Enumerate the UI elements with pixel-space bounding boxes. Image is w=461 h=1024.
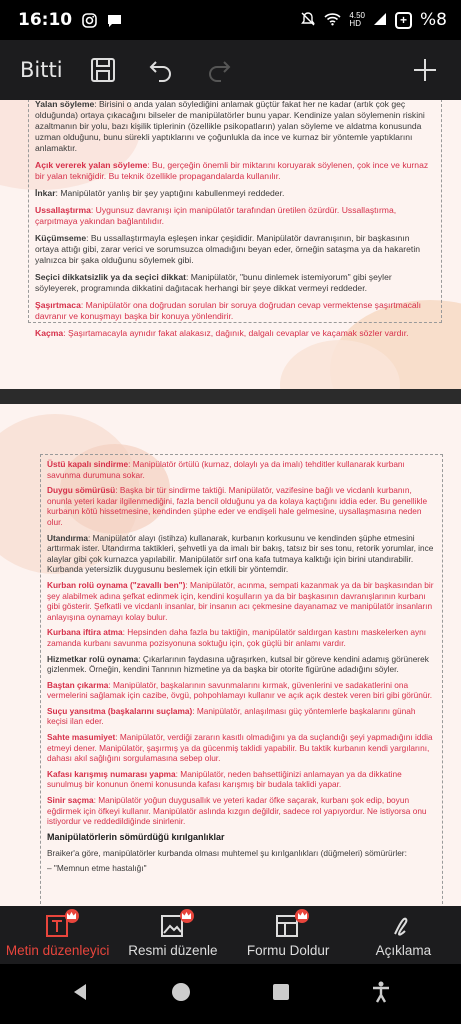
paragraph-text: : Manipülatör ona doğrudan sorulan bir soruya doğrudan cevap vermektense şaşırtmacalı davranır ve konuşmayı başka bir konuya yönlendirir. <box>35 300 421 321</box>
paragraph-title: Kafası karışmış numarası yapma <box>47 768 176 779</box>
text-block-page-2[interactable] <box>40 454 443 906</box>
paragraph[interactable] <box>35 205 435 227</box>
paragraph-title: Yalan söyleme <box>35 100 95 109</box>
paragraph[interactable] <box>47 627 436 648</box>
paragraph-text: : Uygunsuz davranışı için manipülatör tarafından üretilen özürdür. Ussallaştırma, çarpıtmaya yakından bağlantılıdır. <box>35 205 397 226</box>
network-speed-value: 4.50 <box>349 11 365 20</box>
paragraph-text: : Manipülatör yoğun duygusallık ve yeteri kadar öfke saçarak, kurbanı şok edip, boyun eğdirmek için öfkeyi kullanır. Manipülatör aslında kızgın değildir, sadece rol yapıyordur. Ne istiyorsa onu istiyordur ve reddedildiğinde sinirlenir. <box>47 795 427 827</box>
paragraph-title: Açık vererek yalan söyleme <box>35 160 148 170</box>
intro-text[interactable]: Braiker'a göre, manipülatörler kurbanda olması muhtemel şu kırılganlıkları (düğmeleri) sömürürler: <box>47 847 407 858</box>
recents-icon[interactable] <box>272 983 290 1006</box>
status-bar <box>0 0 461 40</box>
bottom-tab-bar <box>0 906 461 964</box>
pdf-page-2[interactable] <box>0 404 461 906</box>
paragraph[interactable] <box>47 706 436 727</box>
paragraph[interactable] <box>35 160 435 182</box>
tab-fill-form[interactable] <box>231 906 346 964</box>
paragraph[interactable] <box>35 188 435 199</box>
paragraph-title: Utandırma <box>47 532 89 543</box>
tab-text-editor[interactable] <box>0 906 115 964</box>
signal-icon <box>373 12 387 29</box>
paragraph-title: Üstü kapalı sindirme <box>47 459 129 469</box>
section-heading[interactable]: Manipülatörlerin sömürdüğü kırılganlıklar <box>47 831 225 842</box>
paragraph[interactable] <box>47 654 436 675</box>
paragraph-title: Kaçma <box>35 328 64 338</box>
network-type: HD <box>349 19 361 28</box>
paragraph-text: : Manipülatör, anlaşılması güç yöntemlerle başkalarını günah keçisi ilan eder. <box>47 705 416 727</box>
paragraph[interactable] <box>35 300 435 322</box>
paragraph[interactable] <box>47 580 436 622</box>
paragraph-text: : Manipülatör, "bunu dinlemek istemiyorum" gibi şeyler söyleyerek, programında dikkatini dağıtacak herhangi bir şeye dikkat vermeyi reddeder. <box>35 272 392 293</box>
paragraph-text: : Bu ussallaştırmayla eşleşen inkar çeşididir. Manipülatör davranışının, bir başkasının ortaya attığı gibi, zarar verici ve sorumsuzca olmadığını beyan eder, örneğin sataşma ya da hakaretin yalnızca bir şaka olduğunu söylemek gibi. <box>35 233 421 265</box>
paragraph-text: : Manipülatör, başkalarının savunmalarını kırmak, güvenlerini ve sadakatlerini ona vermelerini sağlamak için cazibe, övgü, pohpohlamayı kullanır ve açık açık destek veren biri gibi görünür. <box>47 679 433 701</box>
pdf-page-1[interactable] <box>0 100 461 389</box>
list-item[interactable]: – "Memnun etme hastalığı" <box>47 863 147 874</box>
text-edit-icon <box>43 913 73 939</box>
paragraph-text: : Birisini o anda yalan söylediğini anlamak güçtür fakat her ne kadar (artık çok geç olduğunda) ortaya çıkacağını bilseler de manipülatörler bunu yapar. Kendinize yalan söylemenin riskini azaltmanın bir yolu, bazı kişilik tiplerinin (özellikle psikopatların) yalan söyleme ve aldatma konusunda uzman olduğunu, bunu sürekli yaptıklarını ve çoğunlukla da ince ve kurnaz bir yöntemle yaptıklarını anlamaktır. <box>35 100 425 153</box>
tab-label: Formu Doldur <box>246 942 330 958</box>
premium-crown-icon <box>295 909 309 923</box>
paragraph[interactable] <box>35 100 435 154</box>
paragraph-title: Ussallaştırma <box>35 205 91 215</box>
premium-crown-icon <box>65 909 79 923</box>
message-icon <box>107 13 122 28</box>
paragraph-title: Şaşırtmaca <box>35 300 81 310</box>
paragraph[interactable] <box>47 533 436 575</box>
paragraph-text: : Manipülatör, neden bahsettiğinizi anlamayan ya da dikkatine sunulmuş bir konunun önemi konusunda kafası karışmış bir budala taklidi yapar. <box>47 768 402 790</box>
paragraph-text: : Hepsinden daha fazla bu taktiğin, manipülatör saldırgan kastını maskelerken aynı zamanda kurbanı savunma pozisyonuna soktuğu için, çok güçlü bir anlamı vardır. <box>47 627 427 648</box>
done-button[interactable]: Bitti <box>20 58 63 82</box>
paragraph-text: : Bu, gerçeğin önemli bir miktarını koruyarak söylenen, çok ince ve kurnaz bir yalan tekniğidir. Bu teknik özellikle propagandalarda kullanılır. <box>35 160 429 181</box>
paragraph[interactable] <box>47 732 436 764</box>
paragraph-title: Baştan çıkarma <box>47 679 109 690</box>
mute-icon <box>300 11 316 30</box>
paragraph[interactable] <box>47 795 436 827</box>
status-time: 16:10 <box>18 10 73 30</box>
paragraph-title: Kurban rolü oynama ("zavallı ben") <box>47 579 186 590</box>
wifi-icon <box>324 12 341 29</box>
paragraph-text: : Manipülatör, verdiği zararın kasıtlı olmadığını ya da suçlandığı şeyi yapmadığını iddia etmeyi dener. Manipülatör, şaşırmış ya da gücenmiş taklidi yapabilir. Bu taktik kurbanın kendi yargılarını, dahası akıl sağlığını sorgulamasına sebep olur. <box>47 732 433 764</box>
tab-label: Metin düzenleyici <box>5 942 110 958</box>
paragraph[interactable] <box>35 328 435 339</box>
paragraph[interactable] <box>47 459 436 480</box>
redo-icon[interactable] <box>199 50 239 90</box>
paragraph-title: Sinir saçma <box>47 795 94 806</box>
battery-icon: + <box>395 12 412 29</box>
paragraph-title: Suçu yansıtma (başkalarını suçlama) <box>47 705 193 716</box>
paragraph-title: Sahte masumiyet <box>47 732 116 743</box>
paragraph-text: : Manipülatör örtülü (kurnaz, dolaylı ya da imalı) tehditler kullanarak kurbanı savunma durumuna sokar. <box>47 459 405 480</box>
add-icon[interactable] <box>405 50 445 90</box>
paragraph[interactable] <box>35 233 435 266</box>
tab-label: Resmi düzenle <box>128 942 218 958</box>
paragraph[interactable] <box>35 272 435 294</box>
paragraph-text: : Başka bir tür sindirme taktiği. Manipülatör, vazifesine bağlı ve vicdanlı kurbanın, onunla yeteri kadar ilgilenmediğini, fazla bencil olduğunu ya da kolaya kaçtığını iddia eder. Bu genellikle kurbanın kötü hissetmesine, kendinden şüphe eder ve endişeli hale gelmesine, uysallaşmasına neden olur. <box>47 485 428 527</box>
paragraph-title: Hizmetkar rolü oynama <box>47 653 139 664</box>
paragraph-title: Duygu sömürüsü <box>47 485 116 496</box>
premium-crown-icon <box>180 909 194 923</box>
tab-label: Açıklama <box>375 942 432 958</box>
save-icon[interactable] <box>83 50 123 90</box>
paragraph-text: : Manipülatör, acınma, sempati kazanmak ya da bir başkasından bir şey alabilmek adına şefkat edinmek için, kendini koşulların ya da bir başkasının davranışlarının kurbanı gibi gösterir. Şefkatli ve vicdanlı insanlar, bir insanın acı çekmesine dayanamaz ve manipülatör insanların anlayışına oynamayı kolay bulur. <box>47 579 434 622</box>
text-block-page-1[interactable] <box>28 100 442 338</box>
paragraph-title: Kurbana iftira atma <box>47 627 123 638</box>
paragraph-text: : Şaşırtamacayla aynıdır fakat alakasız, dağınık, dalgalı cevaplar ve kaçamak sözler vardır. <box>63 328 409 338</box>
home-icon[interactable] <box>171 982 191 1007</box>
paragraph[interactable] <box>47 485 436 527</box>
paragraph-text: : Manipülatör alayı (istihza) kullanarak, kurbanın korkusunu ve kendinden şüphe etmesini arttırmak ister. Utandırma taktikleri, şehvetli ya da imalı bir bakış, tatsız bir ses tonu, retorik yorumlar, ince alaylar gibi çok kurnazca yapılabilir. Manipülatör sırf ona kafa tutmaya kalktığı için birini utandırabilir. Kurbanda yetersizlik duygusunu beslemek için etkili bir yöntemdir. <box>47 532 434 575</box>
instagram-icon <box>82 13 97 28</box>
accessibility-icon[interactable] <box>371 981 391 1008</box>
system-nav-bar <box>0 964 461 1024</box>
document-viewer[interactable] <box>0 100 461 906</box>
paragraph-title: Küçümseme <box>35 233 87 243</box>
annotation-icon <box>388 913 418 939</box>
form-fill-icon <box>273 913 303 939</box>
editor-toolbar <box>0 40 461 100</box>
paragraph-title: Seçici dikkatsizlik ya da seçici dikkat <box>35 272 186 282</box>
paragraph-title: İnkar <box>35 188 56 198</box>
paragraph-text: : Manipülatör yanlış bir şey yaptığını kabullenmeyi reddeder. <box>55 188 285 198</box>
undo-icon[interactable] <box>141 50 181 90</box>
network-speed <box>349 12 365 28</box>
paragraph[interactable] <box>47 769 436 790</box>
tab-image-edit[interactable] <box>115 906 230 964</box>
paragraph[interactable] <box>47 680 436 701</box>
back-icon[interactable] <box>70 982 90 1007</box>
tab-annotation[interactable] <box>346 906 461 964</box>
paragraph-text: : Çıkarlarının faydasına uğraşırken, kutsal bir göreve kendini adamış görünerek gizlenmek. Örneğin, kendini Tanrının hizmetine ya da başka bir otorite figürüne adadığını söyler. <box>47 653 429 675</box>
battery-percent: %8 <box>420 10 447 30</box>
image-edit-icon <box>158 913 188 939</box>
